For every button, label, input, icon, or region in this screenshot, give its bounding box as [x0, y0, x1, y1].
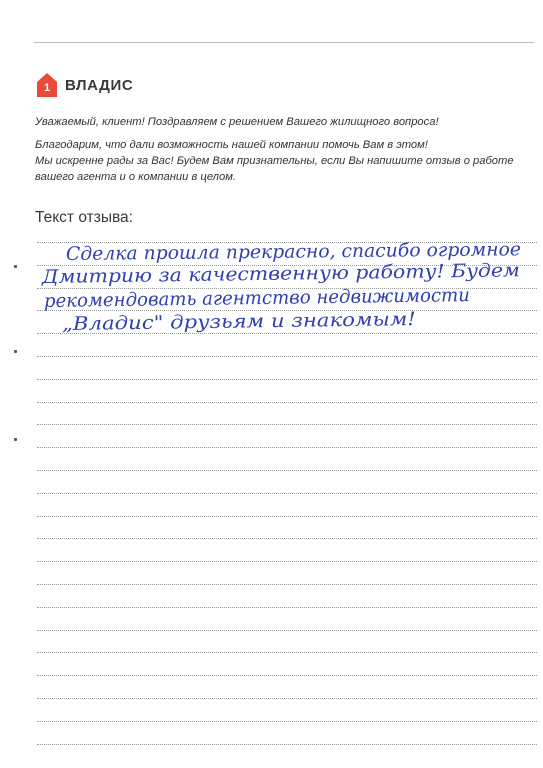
review-title: Текст отзыва:: [35, 209, 133, 226]
handwritten-line-3: рекомендовать агентство недвижимости: [43, 284, 480, 312]
brand-name: ВЛАДИС: [65, 76, 134, 94]
intro-line-1: Уважаемый, клиент! Поздравляем с решением Вашего жилищного вопроса!: [35, 116, 439, 128]
handwritten-line-1: Сделка прошла прекрасно, спасибо огромное: [65, 239, 515, 265]
intro-line-4: вашего агента и о компании в целом.: [35, 171, 236, 183]
handwritten-line-4: „Владис" друзьям и знакомым!: [61, 309, 371, 335]
handwritten-line-2: Дмитрию за качественную работу! Будем: [41, 260, 476, 288]
intro-line-2: Благодарим, что дали возможность нашей компании помочь Вам в этом!: [35, 139, 428, 151]
logo-badge-number: 1: [43, 82, 51, 94]
intro-line-3: Мы искренне рады за Вас! Будем Вам признательны, если Вы напишите отзыв о работе: [35, 155, 514, 167]
